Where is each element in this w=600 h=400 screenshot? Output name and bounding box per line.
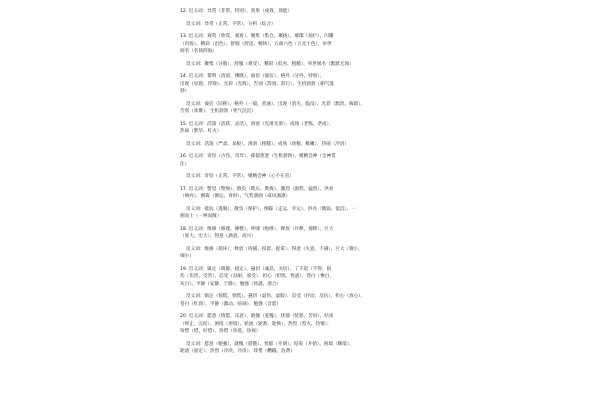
- text-line: 勃）: [180, 89, 190, 94]
- text-line: 12. 近义词：异常（非常、特别）、效果（成效、效能）: [180, 9, 293, 14]
- text-line: 反义词：抵抗（逃脱）、散负（保护）、倒霉（走运、幸运）、洪亮（微弱、低沉）、一: [186, 206, 356, 212]
- text-line: 14. 近义词：黎明（清晨、拂晓）、彼倍（彼倍）、格外（分外、特别）、: [180, 74, 325, 79]
- text-line: 20. 近义词：愿意（情愿、乐意）、就愧（羞愧）、忧郁（忧愁、苦闷）、结束: [180, 314, 334, 319]
- text-line: 反义词：镇定（惊慌、惊慌）、悬切（虚伪、虚假）、忍受（抒动、反抗）、担心（放心）、: [186, 294, 366, 299]
- text-line: 17. 近义词：警觉（警惕）、散负（欺压、欺侮）、激烈（剧烈、猛烈）、洪亮: [180, 186, 334, 192]
- document-page: [180, 8, 430, 356]
- text-line: 反义词：异常（正常、平常）、分析（综合）: [186, 21, 276, 27]
- text-line: 细小）: [180, 254, 194, 259]
- text-line: 15. 近义词：活泼（活跃、灵活）、滑滑（光滑光滑）、成熟（老练、老成）、: [180, 121, 334, 127]
- text-line: 反义词：奇怪（正常、平常）、聚精会神（心不在焉）: [186, 174, 294, 179]
- text-line: 18. 近义词：维修（修理、修整）、呼啸（咆哮）、释放（开释、保释）、巨大: [180, 226, 334, 232]
- text-line: 注）: [180, 161, 190, 167]
- text-line: （庞大、宏大）、得意（满意、高兴）: [180, 234, 256, 239]
- text-line: 珍惜（惜、好惜）、珍惜（珍爱、珍视）: [180, 329, 261, 334]
- text-line: 反义词：愿意（勉强）、就愧（骄傲）、忧郁（开朗）、结束（开始）、困境（顺境）、: [186, 341, 354, 347]
- text-line: （终止、完结）、困境（逆境）、轮流（轮番、轮换）、热烈（烈火、热情）、: [180, 321, 332, 327]
- text-line: 苍白（红润）、平静（激动、喧闹）、勉强（自愿）: [180, 301, 282, 307]
- text-line: 19. 近义词：镇定（镇静、稳定）、悬切（诚恳、关切）、了不起（不得、损: [180, 266, 332, 272]
- text-line: （响亮）、倒霉（倒运、背时）、气势汹汹（咸风凛凛）: [180, 194, 291, 199]
- text-line: 轮流（固定）、热烈（冷淡、冷清）、珍惜（糟蹋、浪费）: [180, 349, 295, 354]
- text-line: 反义词：维修（损坏）、释放（拘捕、扣留、捉拿）、得意（失意、不满）、巨大（微小、: [186, 246, 363, 252]
- text-line: 13. 近义词：观赏（欣赏、观看）、聚集（集合、聚拢）、璀璨（灿烂）、闪耀: [180, 34, 334, 39]
- text-line: 拥而上（一哄而散）: [180, 214, 222, 219]
- text-line: 出现（显现、浮现）、光彩（光辉）、告别（辞别、辞行）、生机勃勃（朝气蓬: [180, 81, 334, 87]
- text-line: （闪烁）、精彩（出色）、舒服（舒适、畅快）、五颜六色（五光十色）、举世: [180, 41, 332, 47]
- text-line: 反义词：活泼（严肃、呆板）、滑滑（粗糙）、成熟（幼稚、稚嫩）、热闹（冷清）: [186, 141, 350, 147]
- text-line: 告别（欢聚）、生机勃勃（死气沉沉）: [180, 109, 256, 114]
- text-line: 闻名（名扬四海）: [180, 49, 217, 54]
- text-line: 反义词：彼倍（旧称）、格外（一般、普通）、出现（消失、隐没）、光彩（黯淡、晦暗）、: [186, 101, 366, 107]
- text-line: 反义词：聚集（分散）、舒服（难受）、精彩（低劣、粗糙）、举世闻名（默默无闻）: [186, 61, 354, 67]
- text-line: 16. 近义词：奇怪（古怪、奇异）、郁郁葱葱（生机勃勃）、聚精会神（全神贯: [180, 154, 336, 159]
- text-line: 伤（伤害、受害）、忍受（忍耐、承受）、担心（担忧、忧虑）、苍白（惨白、: [180, 274, 334, 279]
- text-line: 灰白）、平静（安静、宁静）、勉强（将就、凑合）: [180, 281, 282, 287]
- text-line: 热闹（繁华、红火）: [180, 129, 222, 134]
